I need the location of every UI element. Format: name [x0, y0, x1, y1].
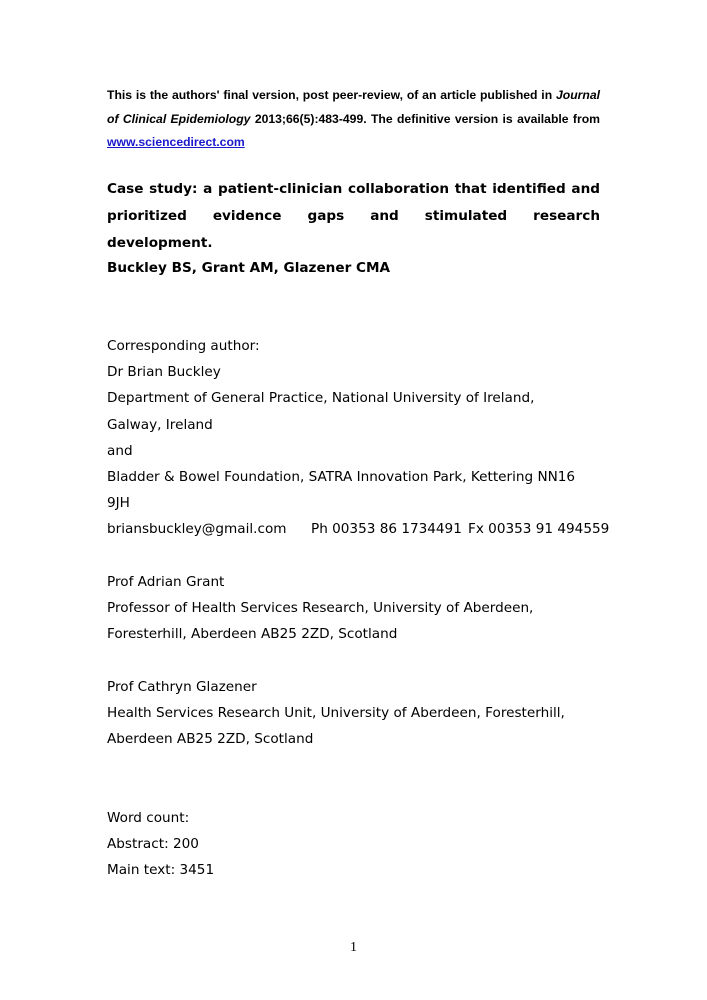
abstract-word-count: Abstract: 200 — [107, 836, 199, 853]
corresponding-name: Dr Brian Buckley — [107, 364, 221, 381]
author3-affiliation-line: Health Services Research Unit, University of Aberdeen, Foresterhill, — [107, 705, 565, 722]
author3-name: Prof Cathryn Glazener — [107, 679, 257, 695]
author2-affiliation-line: Professor of Health Services Research, University of Aberdeen, — [107, 600, 534, 617]
notice-citation: 2013;66(5):483-499. The definitive version is available from — [250, 111, 600, 126]
corresponding-heading: Corresponding author: — [107, 338, 260, 354]
corresponding-affiliation2-line: 9JH — [107, 495, 130, 512]
fax-number: Fx 00353 91 494559 — [468, 521, 610, 538]
article-title: Case study: a patient-clinician collaboration that identified and prioritized evidence gaps and stimulated research development. — [107, 181, 600, 251]
corresponding-author-block — [107, 333, 610, 543]
author-list: Buckley BS, Grant AM, Glazener CMA — [107, 260, 391, 276]
corresponding-affiliation-line: Galway, Ireland — [107, 416, 213, 433]
corresponding-affiliation-line: Department of General Practice, National University of Ireland, — [107, 390, 535, 407]
corresponding-affiliation2-line: Bladder & Bowel Foundation, SATRA Innovation Park, Kettering NN16 — [107, 469, 576, 486]
phone-number: Ph 00353 86 1734491 — [311, 521, 462, 538]
and-text: and — [107, 442, 133, 459]
author2-affiliation-line: Foresterhill, Aberdeen AB25 2ZD, Scotland — [107, 626, 398, 643]
journal-name: Journal of Clinical Epidemiology — [107, 88, 600, 126]
author3-affiliation-line: Aberdeen AB25 2ZD, Scotland — [107, 731, 314, 748]
author2-block — [107, 569, 607, 648]
page-number: 1 — [350, 940, 357, 955]
author2-name: Prof Adrian Grant — [107, 574, 225, 590]
word-count-heading: Word count: — [107, 810, 190, 826]
author3-block — [107, 674, 607, 753]
word-count-block — [107, 805, 607, 884]
publication-notice — [107, 84, 600, 155]
main-text-word-count: Main text: 3451 — [107, 862, 215, 879]
sciencedirect-link[interactable]: www.sciencedirect.com — [107, 135, 245, 149]
notice-text: This is the authors' final version, post peer-review, of an article published in — [107, 88, 553, 102]
contact-row — [107, 516, 610, 542]
email-address[interactable]: briansbuckley@gmail.com — [107, 521, 287, 538]
